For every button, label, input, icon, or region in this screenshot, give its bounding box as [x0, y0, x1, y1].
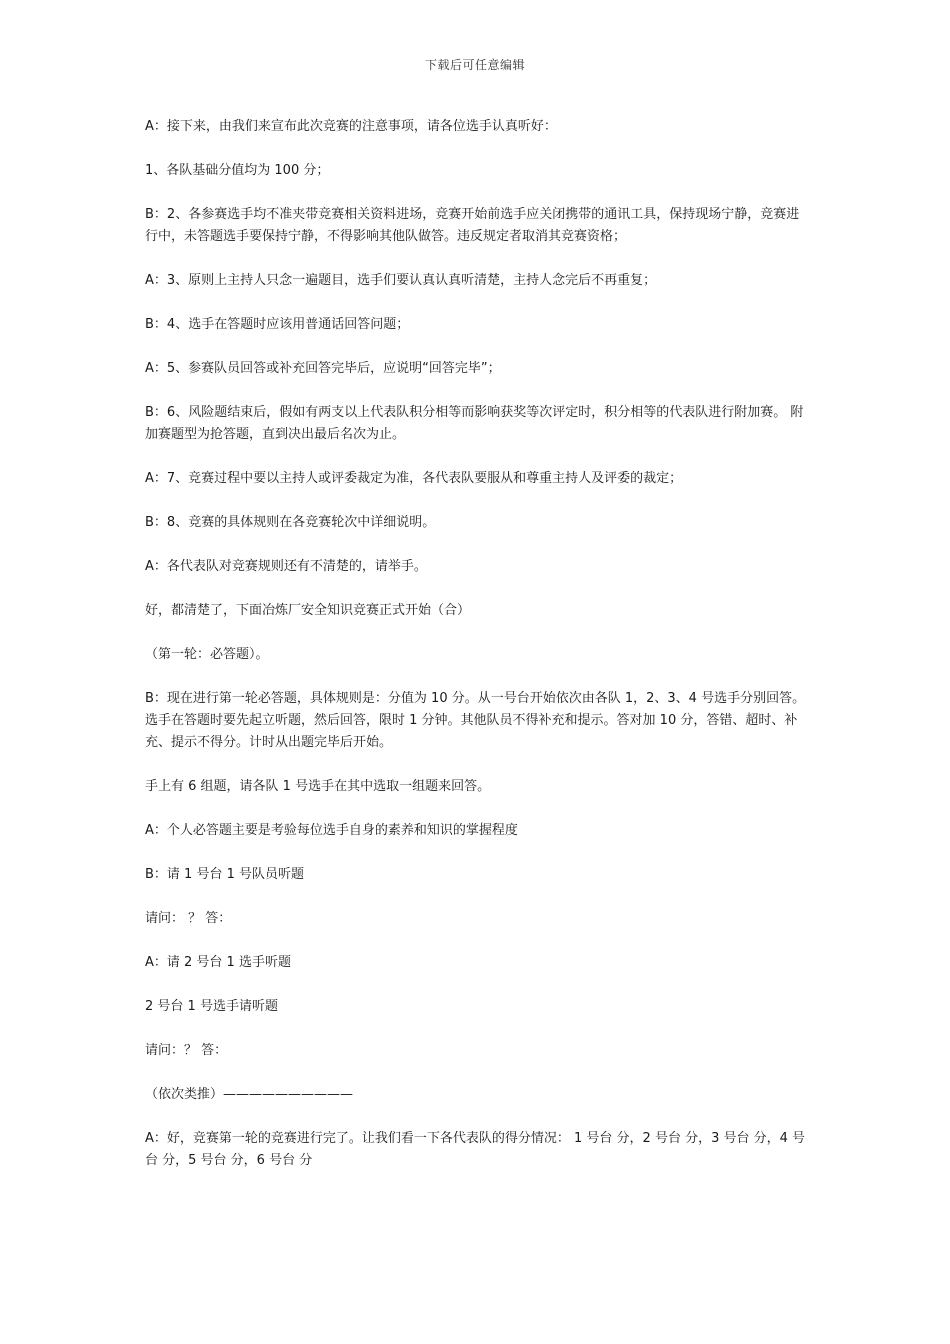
document-body — [145, 116, 807, 1194]
paragraph: 请问：？ 答： — [145, 1043, 228, 1058]
paragraph: A：请 2 号台 1 选手听题 — [145, 955, 291, 970]
paragraph: B：2、各参赛选手均不准夹带竞赛相关资料进场，竞赛开始前选手应关闭携带的通讯工具，保持现场宁静，竞赛进行中，未答题选手要保持宁静，不得影响其他队做答。违反规定者取消其竞赛资格； — [145, 207, 800, 244]
paragraph: A：7、竞赛过程中要以主持人或评委裁定为准，各代表队要服从和尊重主持人及评委的裁定； — [145, 471, 683, 486]
paragraph: （依次类推）—————————— — [145, 1087, 354, 1102]
paragraph: 请问： ？ 答： — [145, 911, 232, 926]
paragraph: 1、各队基础分值均为 100 分； — [145, 163, 330, 178]
paragraph: B：4、选手在答题时应该用普通话回答问题； — [145, 317, 410, 332]
paragraph: A：接下来，由我们来宣布此次竞赛的注意事项，请各位选手认真听好： — [145, 119, 557, 134]
paragraph: A：个人必答题主要是考验每位选手自身的素养和知识的掌握程度 — [145, 823, 518, 838]
paragraph: A：5、参赛队员回答或补充回答完毕后，应说明“回答完毕”； — [145, 361, 501, 376]
paragraph: 2 号台 1 号选手请听题 — [145, 999, 278, 1014]
paragraph: A：3、原则上主持人只念一遍题目，选手们要认真认真听清楚，主持人念完后不再重复； — [145, 273, 657, 288]
paragraph: B：请 1 号台 1 号队员听题 — [145, 867, 304, 882]
paragraph: A：各代表队对竞赛规则还有不清楚的，请举手。 — [145, 559, 427, 574]
paragraph: B：8、竞赛的具体规则在各竞赛轮次中详细说明。 — [145, 515, 436, 530]
page-header: 下载后可任意编辑 — [424, 58, 525, 72]
paragraph: B：现在进行第一轮必答题，具体规则是：分值为 10 分。从一号台开始依次由各队 1，2、3、4 号选手分别回答。选手在答题时要先起立听题，然后回答，限时 1 分钟。其他队员不得补充和提示。答对加 10 分，答错、超时、补充、提示不得分。计时从出题完毕后开始。 — [145, 691, 806, 750]
paragraph: A：好，竞赛第一轮的竞赛进行完了。让我们看一下各代表队的得分情况： 1 号台 分，2 号台 分，3 号台 分，4 号台 分，5 号台 分，6 号台 分 — [145, 1131, 806, 1168]
paragraph: 好，都清楚了，下面冶炼厂安全知识竞赛正式开始（合） — [145, 603, 471, 618]
paragraph: （第一轮：必答题）。 — [145, 647, 269, 662]
paragraph: 手上有 6 组题，请各队 1 号选手在其中选取一组题来回答。 — [145, 779, 491, 794]
paragraph: B：6、风险题结束后，假如有两支以上代表队积分相等而影响获奖等次评定时，积分相等的代表队进行附加赛。 附加赛题型为抢答题，直到决出最后名次为止。 — [145, 405, 804, 442]
